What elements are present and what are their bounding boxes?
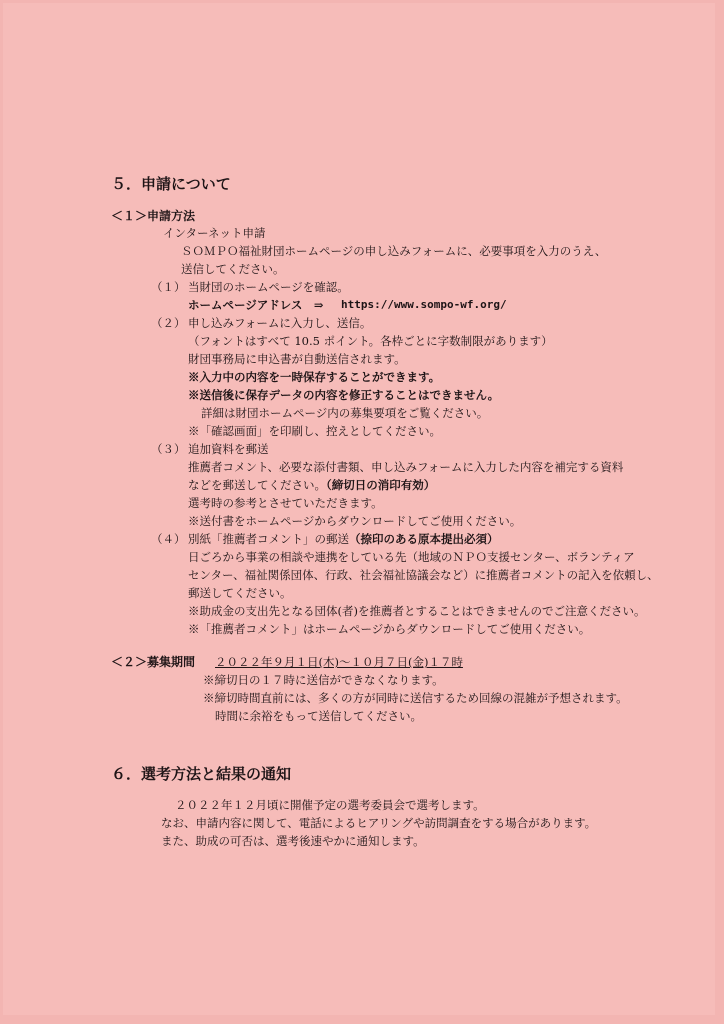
step-2-line-6: ※「確認画面」を印刷し、控えとしてください。: [188, 424, 441, 438]
step-2-line-5: 詳細は財団ホームページ内の募集要項をご覧ください。: [201, 406, 489, 420]
intro-line-1: ＳＯＭＰＯ福祉財団ホームページの申し込みフォームに、必要事項を入力のうえ、: [181, 244, 607, 258]
subsection-2-heading: ＜２＞募集期間: [111, 655, 196, 669]
section-5-heading: ５．申請について: [111, 175, 231, 193]
step-2-text: 申し込みフォームに入力し、送信。: [188, 316, 372, 330]
step-2-number: （２）: [151, 316, 186, 330]
step-3-text: 追加資料を郵送: [188, 442, 269, 456]
step-1-number: （１）: [151, 280, 186, 294]
section-6-heading: ６．選考方法と結果の通知: [111, 765, 292, 783]
step-2-line-1: （フォントはすべて 10.5 ポイント。各枠ごとに字数制限があります）: [188, 334, 553, 348]
step-3-line-1: 推薦者コメント、必要な添付書類、申し込みフォームに入力した内容を補完する資料: [188, 460, 624, 474]
step-4-line-5: ※「推薦者コメント」はホームページからダウンロードしてご使用ください。: [188, 622, 591, 636]
homepage-label: ホームページアドレス ⇒: [188, 298, 324, 312]
original-required-note: （捺印のある原本提出必須）: [349, 532, 499, 546]
application-period: ２０２２年９月１日(木)〜１０月７日(金)１７時: [215, 655, 463, 669]
section-6-line-1: ２０２２年１２月頃に開催予定の選考委員会で選考します。: [175, 798, 485, 812]
step-3-line-2-text: などを郵送してください。: [188, 478, 326, 492]
step-2-line-2: 財団事務局に申込書が自動送信されます。: [188, 352, 406, 366]
subsection-1-heading: ＜１＞申請方法: [111, 209, 196, 223]
step-3-line-3: 選考時の参考とさせていただきます。: [188, 496, 383, 510]
step-1-text: 当財団のホームページを確認。: [188, 280, 349, 294]
postmark-note: （締切日の消印有効）: [326, 478, 436, 492]
period-note-1: ※締切日の１７時に送信ができなくなります。: [203, 673, 444, 687]
step-4-text-main: 別紙「推薦者コメント」の郵送: [188, 532, 349, 546]
step-2-line-4: ※送信後に保存データの内容を修正することはできません。: [188, 388, 500, 402]
homepage-url-link[interactable]: https://www.sompo-wf.org/: [341, 298, 507, 311]
step-2-line-3: ※入力中の内容を一時保存することができます。: [188, 370, 441, 384]
step-4-number: （４）: [151, 532, 186, 546]
section-6-line-2: なお、申請内容に関して、電話によるヒアリングや訪問調査をする場合があります。: [161, 816, 597, 830]
step-4-line-1: 日ごろから事業の相談や連携をしている先（地域のＮＰＯ支援センター、ボランティア: [188, 550, 635, 564]
step-4-text: [188, 532, 499, 546]
step-4-line-3: 郵送してください。: [188, 586, 292, 600]
intro-line-2: 送信してください。: [181, 262, 285, 276]
period-note-2: ※締切時間直前には、多くの方が同時に送信するため回線の混雑が予想されます。: [203, 691, 628, 705]
section-6-line-3: また、助成の可否は、選考後速やかに通知します。: [161, 834, 425, 848]
application-method: インターネット申請: [163, 226, 266, 240]
step-4-line-2: センター、福祉関係団体、行政、社会福祉協議会など）に推薦者コメントの記入を依頼し、: [188, 568, 659, 582]
step-3-line-2: [188, 478, 435, 492]
step-3-number: （３）: [151, 442, 186, 456]
period-note-3: 時間に余裕をもって送信してください。: [215, 709, 422, 723]
step-4-line-4: ※助成金の支出先となる団体(者)を推薦者とすることはできませんのでご注意ください。: [188, 604, 646, 618]
step-3-line-4: ※送付書をホームページからダウンロードしてご使用ください。: [188, 514, 522, 528]
document-page: [3, 3, 715, 1015]
